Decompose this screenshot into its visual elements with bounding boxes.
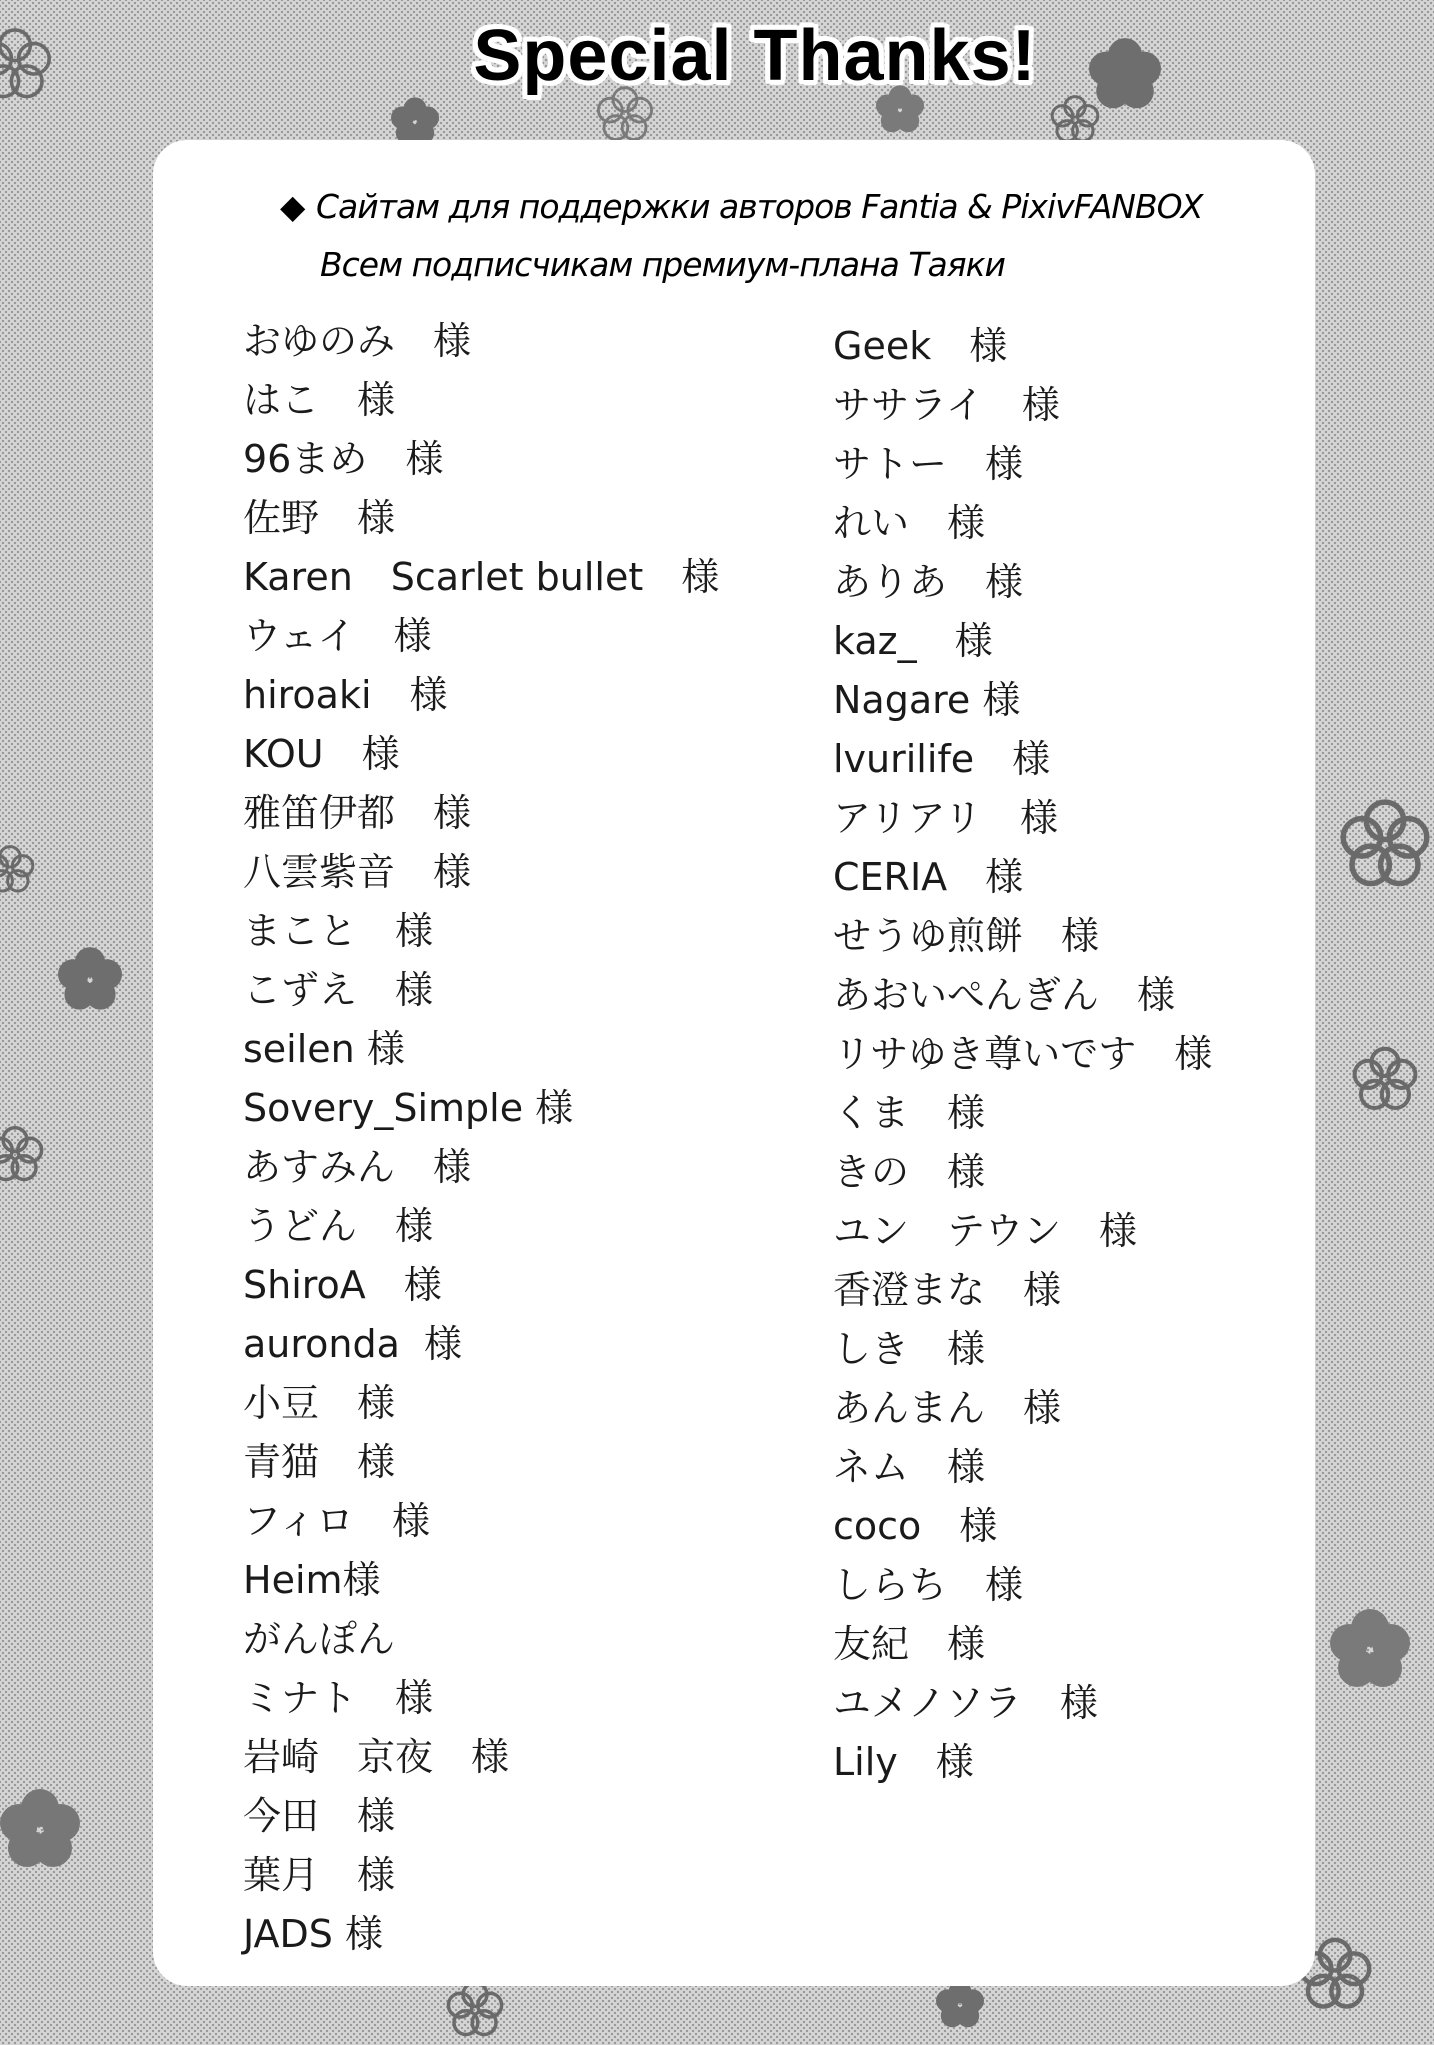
supporter-name: ShiroA 様	[243, 1263, 442, 1307]
supporter-name: CERIA 様	[833, 855, 1024, 899]
supporter-name: 今田 様	[243, 1794, 396, 1838]
supporter-name: うどん 様	[243, 1204, 434, 1248]
supporter-name: がんぽん	[243, 1617, 396, 1661]
supporter-name: しらち 様	[833, 1563, 1024, 1607]
supporter-name: lvurilife 様	[833, 737, 1051, 781]
supporter-name: 岩崎 京夜 様	[243, 1735, 510, 1779]
supporter-name: 香澄まな 様	[833, 1268, 1062, 1312]
flower-decoration	[1345, 1040, 1425, 1120]
header-text-1: Сайтам для поддержки авторов Fantia & PixivFANBOX	[316, 187, 1203, 226]
supporter-name: Sovery_Simple 様	[243, 1086, 574, 1130]
supporter-name: 青猫 様	[243, 1440, 396, 1484]
supporter-name: 雅笛伊都 様	[243, 791, 472, 835]
supporter-list-right	[833, 317, 1212, 1792]
supporter-name: 葉月 様	[243, 1853, 396, 1897]
supporter-name: ササライ 様	[833, 383, 1060, 427]
flower-decoration	[0, 1120, 50, 1190]
supporter-name: Nagare 様	[833, 678, 1021, 722]
supporter-name: ネム 様	[833, 1445, 986, 1489]
supporter-name: KOU 様	[243, 732, 400, 776]
flower-decoration	[50, 940, 130, 1020]
supporter-name: フィロ 様	[243, 1499, 430, 1543]
supporter-name: coco 様	[833, 1504, 998, 1548]
supporter-name: kaz_ 様	[833, 619, 993, 663]
supporter-name: あおいぺんぎん 様	[833, 973, 1176, 1017]
diamond-bullet-icon: ◆	[280, 187, 305, 226]
header-line-2: Всем подписчикам премиум-плана Таяки	[320, 245, 1005, 284]
supporter-name: 佐野 様	[243, 496, 396, 540]
flower-decoration	[1320, 1600, 1420, 1700]
supporter-name: Lily 様	[833, 1740, 974, 1784]
supporter-name: れい 様	[833, 501, 986, 545]
section-header	[280, 178, 1260, 294]
supporter-name: あすみん 様	[243, 1145, 472, 1189]
supporter-name: ウェイ 様	[243, 614, 432, 658]
flower-decoration	[0, 1780, 90, 1880]
supporter-name: auronda 様	[243, 1322, 463, 1366]
supporter-name: 96まめ 様	[243, 437, 444, 481]
supporter-name: サトー 様	[833, 442, 1024, 486]
supporter-name: ありあ 様	[833, 560, 1024, 604]
supporter-name: はこ 様	[243, 378, 396, 422]
header-line-1	[280, 178, 1260, 236]
supporter-name: Karen Scarlet bullet 様	[243, 555, 720, 599]
supporter-name: seilen 様	[243, 1027, 405, 1071]
supporter-name: ユン テウン 様	[833, 1209, 1138, 1253]
supporter-name: Geek 様	[833, 324, 1008, 368]
supporter-name: 友紀 様	[833, 1622, 986, 1666]
supporter-name: まこと 様	[243, 909, 434, 953]
supporter-name: あんまん 様	[833, 1386, 1062, 1430]
supporter-name: リサゆき尊いです 様	[833, 1032, 1213, 1076]
supporter-name: hiroaki 様	[243, 673, 448, 717]
page-title: Special Thanks!	[473, 16, 1037, 96]
supporter-name: 八雲紫音 様	[243, 850, 472, 894]
supporter-name: きの 様	[833, 1150, 986, 1194]
supporter-name: せうゆ煎餅 様	[833, 914, 1100, 958]
supporter-name: くま 様	[833, 1091, 986, 1135]
supporter-name: こずえ 様	[243, 968, 434, 1012]
supporter-list-left	[243, 312, 719, 1964]
supporter-name: しき 様	[833, 1327, 986, 1371]
supporter-name: 小豆 様	[243, 1381, 396, 1425]
supporter-name: ユメノソラ 様	[833, 1681, 1098, 1725]
supporter-name: Heim様	[243, 1558, 381, 1602]
flower-decoration	[1330, 790, 1434, 900]
flower-decoration	[0, 840, 40, 900]
supporter-name: JADS 様	[243, 1912, 383, 1956]
supporter-name: ミナト 様	[243, 1676, 434, 1720]
supporter-name: アリアリ 様	[833, 796, 1058, 840]
supporter-name: おゆのみ 様	[243, 319, 472, 363]
